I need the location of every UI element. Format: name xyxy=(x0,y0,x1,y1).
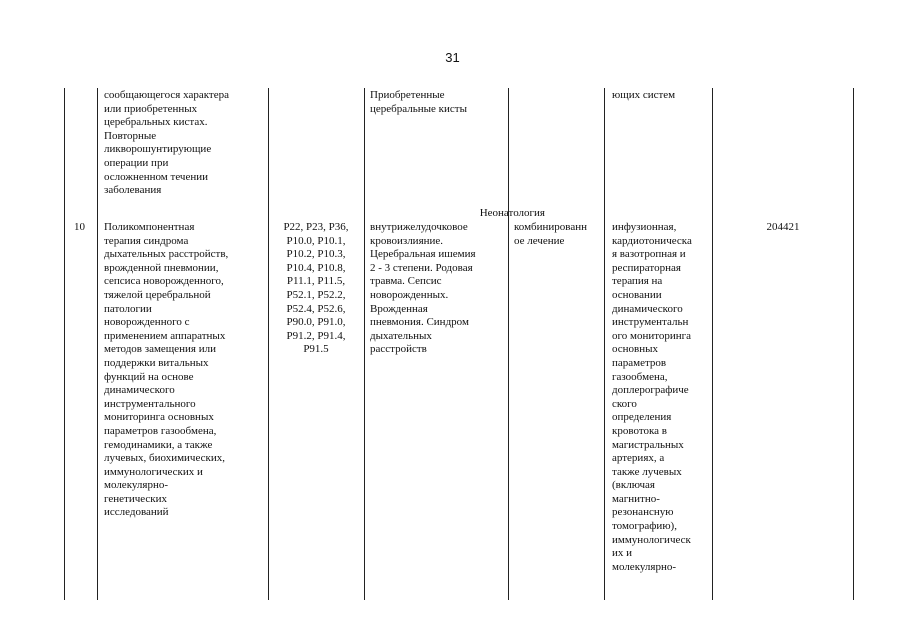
top-row-diagnosis: Приобретенные церебральные кисты xyxy=(370,89,467,115)
table-rule-col3 xyxy=(364,88,365,600)
row-cost: 204421 xyxy=(766,221,800,233)
row-treatment-type: комбинированн ое лечение xyxy=(514,221,587,247)
row-diagnosis: внутрижелудочковое кровоизлияние. Церебральная ишемия 2 - 3 степени. Родовая травма. Сепсис новорожденных. Врожденная пневмония. Синдром дыхательных расстройств xyxy=(370,221,476,356)
row-description: Поликомпонентная терапия синдрома дыхательных расстройств, врожденной пневмонии, сепсиса новорожденного, тяжелой церебральной патологии новорожденного с применением аппаратных методов замещения или поддержки витальных функций на основе динамического инструментального мониторинга основных параметров газообмена, гемодинамики, а также лучевых, биохимических, иммунологических и молекулярно- генетических исследований xyxy=(104,221,229,519)
table-rule-left xyxy=(64,88,65,600)
table-rule-col1 xyxy=(97,88,98,600)
row-number: 10 xyxy=(74,221,85,233)
table-rule-col4 xyxy=(508,88,509,600)
top-row-description: сообщающегося характера или приобретенных церебральных кистах. Повторные ликворошунтирующие операции при осложненном течении заболевания xyxy=(104,89,229,197)
top-row-method-tail: ющих систем xyxy=(612,89,676,101)
table-rule-col5 xyxy=(604,88,605,600)
table-rule-col6 xyxy=(712,88,713,600)
row-diagnosis-codes: P22, P23, P36, P10.0, P10.1, P10.2, P10.3, P10.4, P10.8, P11.1, P11.5, P52.1, P52.2, P52.4, P52.6, P90.0, P91.0, P91.2, P91.4, P91.5 xyxy=(283,221,349,356)
section-title: Неонатология xyxy=(479,207,545,219)
table-rule-col2 xyxy=(268,88,269,600)
page-number: 31 xyxy=(445,50,460,65)
row-method: инфузионная, кардиотоническа я вазотропная и респираторная терапия на основании динамического инструментальн ого мониторинга основных параметров газообмена, доплерографиче ского определения кровотока в магистральных артериях, а также лучевых (включая магнитно- резонансную томографию), иммунологическ их и молекулярно- xyxy=(612,221,692,573)
table-rule-right xyxy=(853,88,854,600)
